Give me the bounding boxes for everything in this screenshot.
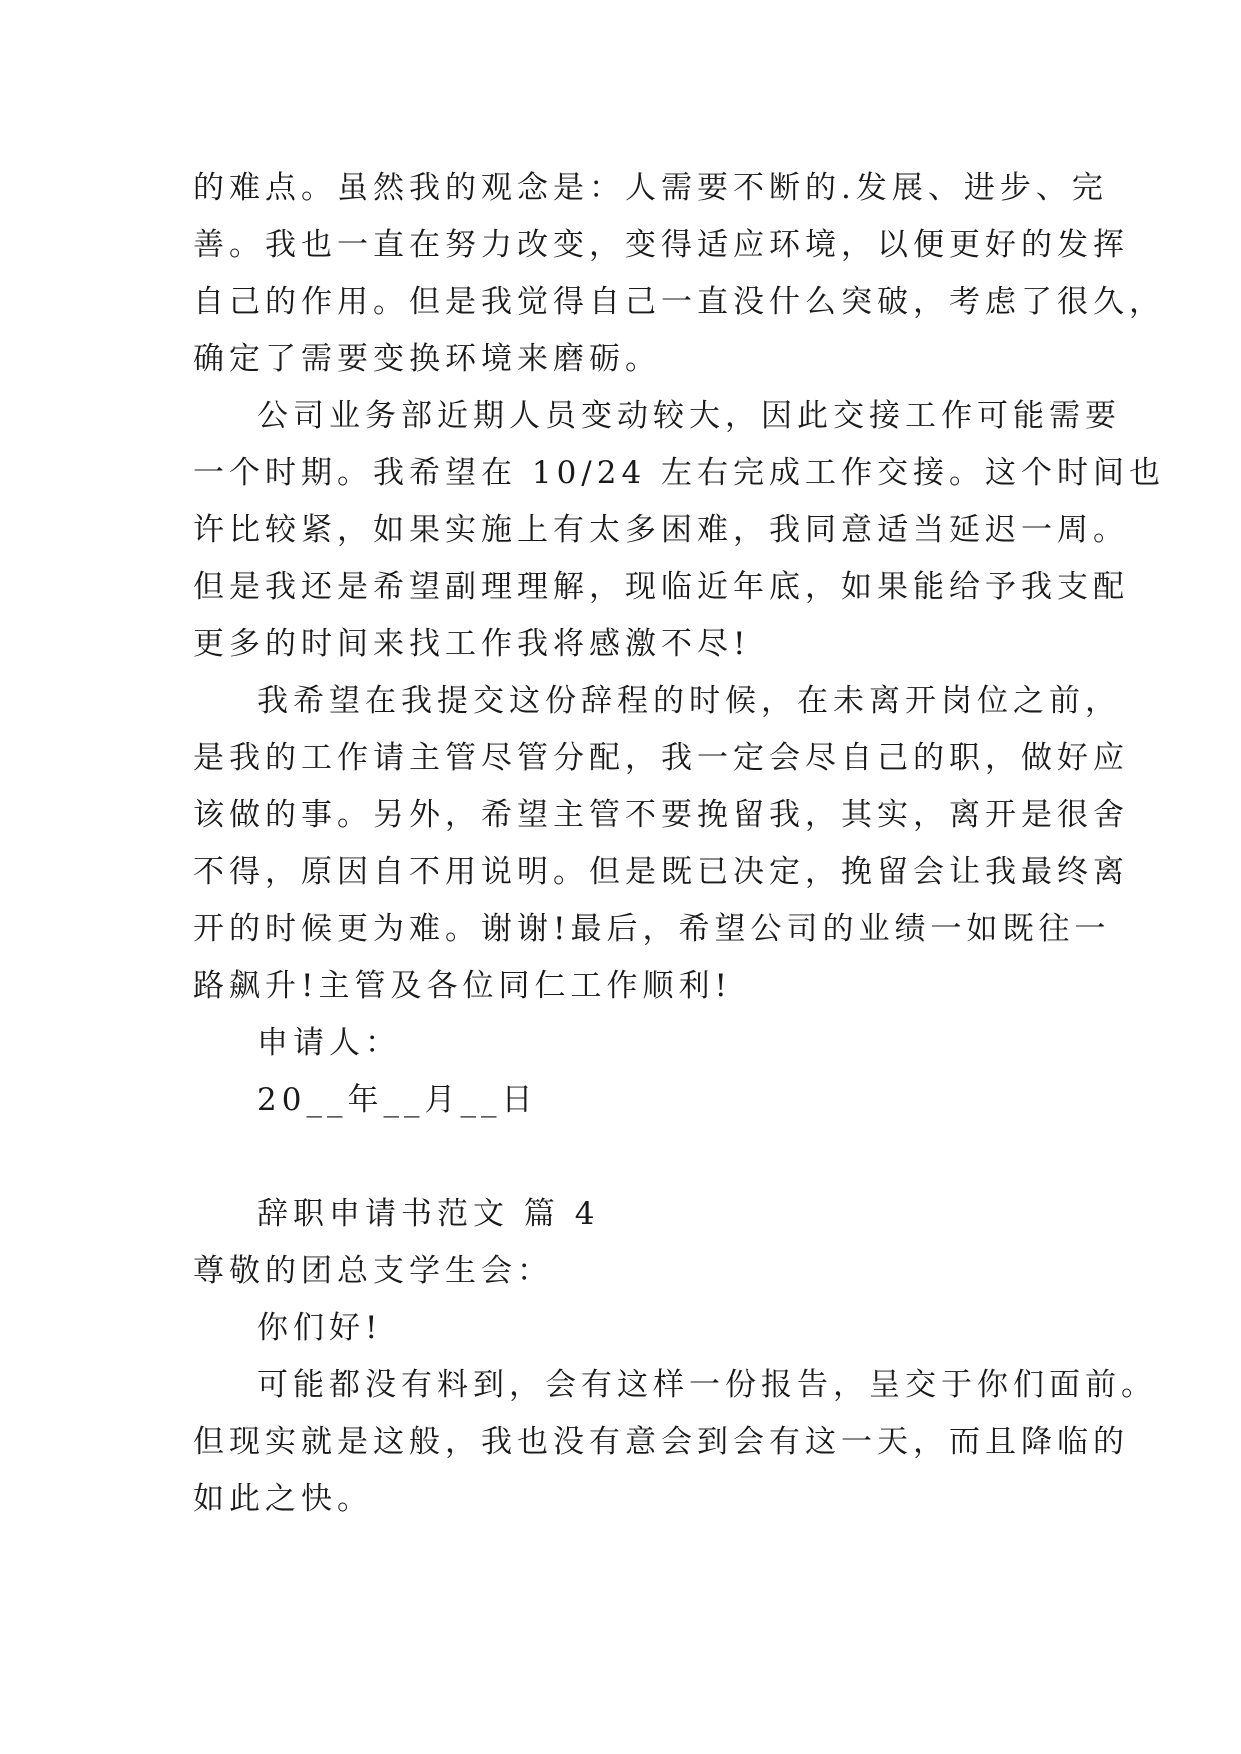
paragraph-line: 确定了需要变换环境来磨砺。 <box>193 341 661 377</box>
paragraph-line: 是我的工作请主管尽管分配，我一定会尽自己的职，做好应 <box>193 740 1129 776</box>
paragraph-line: 如此之快。 <box>193 1481 373 1517</box>
paragraph-line: 更多的时间来找工作我将感激不尽! <box>193 626 751 662</box>
paragraph-line: 可能都没有料到，会有这样一份报告，呈交于你们面前。 <box>257 1367 1157 1403</box>
paragraph-line: 不得，原因自不用说明。但是既已决定，挽留会让我最终离 <box>193 854 1129 890</box>
paragraph-line: 该做的事。另外，希望主管不要挽留我，其实，离开是很舍 <box>193 797 1129 833</box>
paragraph-line: 许比较紧，如果实施上有太多困难，我同意适当延迟一周。 <box>193 512 1129 548</box>
salutation: 尊敬的团总支学生会： <box>193 1253 553 1289</box>
section-heading: 辞职申请书范文 篇 4 <box>257 1196 600 1232</box>
paragraph-line: 但是我还是希望副理理解，现临近年底，如果能给予我支配 <box>193 569 1129 605</box>
greeting: 你们好! <box>257 1310 383 1346</box>
paragraph-line: 开的时候更为难。谢谢!最后，希望公司的业绩一如既往一 <box>193 911 1111 947</box>
applicant-label: 申请人： <box>257 1025 401 1061</box>
paragraph-line: 公司业务部近期人员变动较大，因此交接工作可能需要 <box>257 398 1121 434</box>
date-line: 20__年__月__日 <box>257 1082 538 1118</box>
paragraph-line: 善。我也一直在努力改变，变得适应环境，以便更好的发挥 <box>193 227 1129 263</box>
paragraph-line: 自己的作用。但是我觉得自己一直没什么突破，考虑了很久， <box>193 284 1165 320</box>
paragraph-line: 但现实就是这般，我也没有意会到会有这一天，而且降临的 <box>193 1424 1129 1460</box>
paragraph-line: 我希望在我提交这份辞程的时候，在未离开岗位之前， <box>257 683 1121 719</box>
paragraph-line: 一个时期。我希望在 10/24 左右完成工作交接。这个时间也 <box>193 455 1166 491</box>
paragraph-line: 的难点。虽然我的观念是：人需要不断的.发展、进步、完 <box>193 170 1108 206</box>
paragraph-line: 路飙升!主管及各位同仁工作顺利! <box>193 968 732 1004</box>
